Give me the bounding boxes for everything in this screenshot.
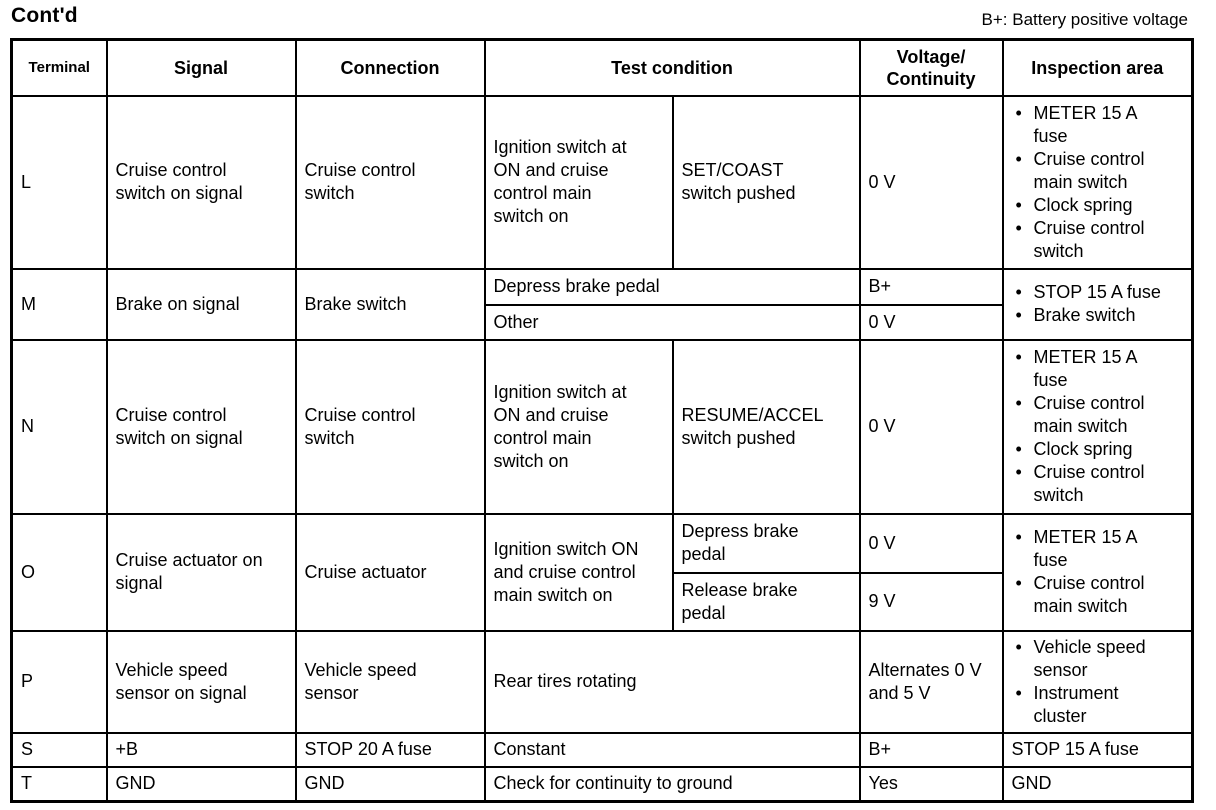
connection-cell: Cruise actuator bbox=[296, 514, 485, 631]
condition-cell: Ignition switch ON and cruise control main switch on bbox=[485, 514, 673, 631]
subcondition-cell: Depress brake pedal bbox=[673, 514, 860, 573]
signal-cell: Brake on signal bbox=[107, 269, 296, 340]
voltage-cell: 0 V bbox=[860, 96, 1003, 269]
col-header-connection: Connection bbox=[296, 40, 485, 96]
signal-cell: Cruise actuator on signal bbox=[107, 514, 296, 631]
signal-cell: Cruise control switch on signal bbox=[107, 340, 296, 514]
voltage-cell: 0 V bbox=[860, 305, 1003, 340]
voltage-cell: B+ bbox=[860, 733, 1003, 767]
signal-cell: GND bbox=[107, 767, 296, 802]
page-title: Cont'd bbox=[11, 4, 78, 27]
signal-cell: Vehicle speed sensor on signal bbox=[107, 631, 296, 733]
inspection-item: • Clock spring bbox=[1012, 438, 1184, 461]
inspection-cell bbox=[1003, 631, 1193, 733]
table-row bbox=[12, 514, 1193, 573]
inspection-list bbox=[1012, 526, 1184, 618]
col-header-terminal: Terminal bbox=[12, 40, 107, 96]
col-header-signal: Signal bbox=[107, 40, 296, 96]
table-row bbox=[12, 631, 1193, 733]
terminal-cell: S bbox=[12, 733, 107, 767]
condition-cell: Check for continuity to ground bbox=[485, 767, 860, 802]
terminal-spec-table bbox=[10, 38, 1194, 803]
inspection-list bbox=[1012, 636, 1184, 728]
table-row bbox=[12, 96, 1193, 269]
subcondition-cell: SET/COAST switch pushed bbox=[673, 96, 860, 269]
condition-cell: Rear tires rotating bbox=[485, 631, 860, 733]
voltage-cell: 9 V bbox=[860, 573, 1003, 631]
terminal-cell: L bbox=[12, 96, 107, 269]
inspection-item: • Clock spring bbox=[1012, 194, 1184, 217]
inspection-list bbox=[1012, 346, 1184, 507]
inspection-item: • Cruise control main switch bbox=[1012, 148, 1184, 194]
inspection-item: • METER 15 A fuse bbox=[1012, 526, 1184, 572]
inspection-cell: STOP 15 A fuse bbox=[1003, 733, 1193, 767]
voltage-cell: 0 V bbox=[860, 514, 1003, 573]
table-row bbox=[12, 340, 1193, 514]
condition-cell: Constant bbox=[485, 733, 860, 767]
inspection-item: • Vehicle speed sensor bbox=[1012, 636, 1184, 682]
terminal-cell: P bbox=[12, 631, 107, 733]
condition-cell: Other bbox=[485, 305, 860, 340]
inspection-item: • Cruise control main switch bbox=[1012, 392, 1184, 438]
inspection-list bbox=[1012, 102, 1184, 263]
voltage-cell: Alternates 0 V and 5 V bbox=[860, 631, 1003, 733]
connection-cell: Vehicle speed sensor bbox=[296, 631, 485, 733]
voltage-cell: Yes bbox=[860, 767, 1003, 802]
col-header-inspection: Inspection area bbox=[1003, 40, 1193, 96]
signal-cell: Cruise control switch on signal bbox=[107, 96, 296, 269]
terminal-cell: T bbox=[12, 767, 107, 802]
voltage-cell: 0 V bbox=[860, 340, 1003, 514]
inspection-cell bbox=[1003, 514, 1193, 631]
connection-cell: Cruise control switch bbox=[296, 96, 485, 269]
inspection-cell bbox=[1003, 340, 1193, 514]
subcondition-cell: Release brake pedal bbox=[673, 573, 860, 631]
terminal-cell: M bbox=[12, 269, 107, 340]
col-header-voltage: Voltage/ Continuity bbox=[860, 40, 1003, 96]
table-row bbox=[12, 269, 1193, 305]
inspection-item: • METER 15 A fuse bbox=[1012, 346, 1184, 392]
header-row bbox=[12, 40, 1193, 96]
condition-cell: Ignition switch at ON and cruise control main switch on bbox=[485, 340, 673, 514]
connection-cell: Brake switch bbox=[296, 269, 485, 340]
terminal-cell: O bbox=[12, 514, 107, 631]
inspection-cell bbox=[1003, 96, 1193, 269]
inspection-list bbox=[1012, 281, 1184, 327]
condition-cell: Depress brake pedal bbox=[485, 269, 860, 305]
inspection-item: • STOP 15 A fuse bbox=[1012, 281, 1184, 304]
connection-cell: STOP 20 A fuse bbox=[296, 733, 485, 767]
terminal-cell: N bbox=[12, 340, 107, 514]
condition-cell: Ignition switch at ON and cruise control main switch on bbox=[485, 96, 673, 269]
inspection-item: • METER 15 A fuse bbox=[1012, 102, 1184, 148]
subcondition-cell: RESUME/ACCEL switch pushed bbox=[673, 340, 860, 514]
connection-cell: Cruise control switch bbox=[296, 340, 485, 514]
inspection-cell bbox=[1003, 269, 1193, 340]
table-row bbox=[12, 733, 1193, 767]
table-row bbox=[12, 767, 1193, 802]
inspection-cell: GND bbox=[1003, 767, 1193, 802]
col-header-test-condition: Test condition bbox=[485, 40, 860, 96]
signal-cell: +B bbox=[107, 733, 296, 767]
inspection-item: • Brake switch bbox=[1012, 304, 1184, 327]
connection-cell: GND bbox=[296, 767, 485, 802]
inspection-item: • Cruise control switch bbox=[1012, 217, 1184, 263]
inspection-item: • Instrument cluster bbox=[1012, 682, 1184, 728]
inspection-item: • Cruise control switch bbox=[1012, 461, 1184, 507]
voltage-cell: B+ bbox=[860, 269, 1003, 305]
inspection-item: • Cruise control main switch bbox=[1012, 572, 1184, 618]
abbreviation-note: B+: Battery positive voltage bbox=[981, 10, 1188, 29]
